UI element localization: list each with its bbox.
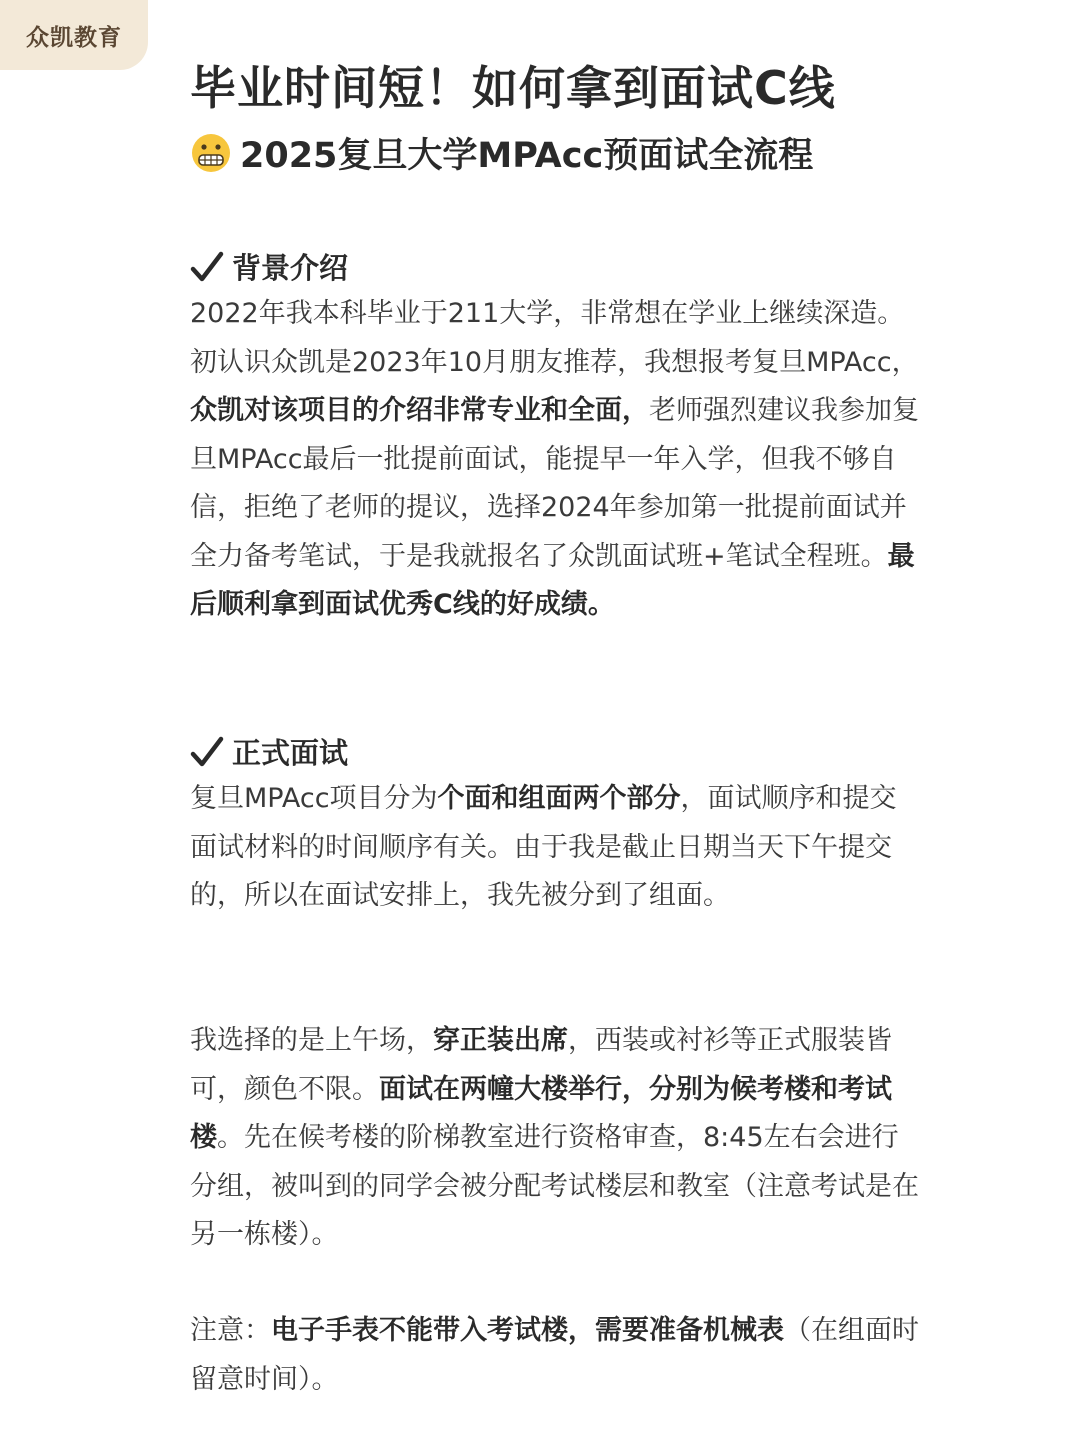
- subtitle-text: 2025复旦大学MPAcc预面试全流程: [240, 136, 814, 176]
- grimacing-face-icon: [190, 132, 232, 174]
- emphasis-text: 最后顺利拿到面试优秀C线的好成绩。: [190, 540, 915, 620]
- paragraph: [190, 290, 920, 630]
- body-text: 我选择的是上午场，: [190, 1025, 433, 1056]
- body-text: 复旦MPAcc项目分为: [190, 783, 438, 814]
- section-heading-interview: [190, 731, 348, 772]
- page-title: 毕业时间短！如何拿到面试C线: [190, 61, 836, 115]
- body-text: （在组面时留意时间）。: [190, 1315, 919, 1395]
- page-subtitle: [190, 128, 813, 178]
- brand-tag: 众凯教育: [0, 0, 148, 70]
- body-text: 2022年我本科毕业于211大学，非常想在学业上继续深造。初认识众凯是2023年10月朋友推荐，我想报考复旦MPAcc，: [190, 298, 919, 378]
- body-text: ，西装或衬衫等正式服装皆可，颜色不限。: [190, 1025, 892, 1105]
- emphasis-text: 面试在两幢大楼举行，分别为候考楼和考试楼: [190, 1073, 892, 1153]
- section-heading-background: [190, 246, 348, 287]
- emphasis-text: 穿正装出席: [433, 1025, 568, 1056]
- emphasis-text: 电子手表不能带入考试楼，需要准备机械表: [271, 1315, 784, 1346]
- paragraph: [190, 1307, 920, 1404]
- body-text: 。先在候考楼的阶梯教室进行资格审查，8:45左右会进行分组，被叫到的同学会被分配考试楼层和教室（注意考试是在另一栋楼）。: [190, 1122, 919, 1250]
- emphasis-text: 个面和组面两个部分: [437, 783, 681, 814]
- paragraph: [190, 775, 920, 921]
- body-text: 注意：: [190, 1315, 271, 1346]
- emphasis-text: 众凯对该项目的介绍非常专业和全面，: [190, 395, 649, 426]
- section-heading-text: 正式面试: [232, 736, 349, 770]
- body-text: ，面试顺序和提交面试材料的时间顺序有关。由于我是截止日期当天下午提交的，所以在面试安排上，我先被分到了组面。: [190, 783, 897, 911]
- section-heading-text: 背景介绍: [232, 251, 349, 285]
- paragraph: [190, 1017, 920, 1260]
- body-text: 老师强烈建议我参加复旦MPAcc最后一批提前面试，能提早一年入学，但我不够自信，拒绝了老师的提议，选择2024年参加第一批提前面试并全力备考笔试，于是我就报名了众凯面试班+笔试全程班。: [190, 395, 919, 572]
- checkmark-icon: [190, 250, 224, 284]
- checkmark-icon: [190, 735, 224, 769]
